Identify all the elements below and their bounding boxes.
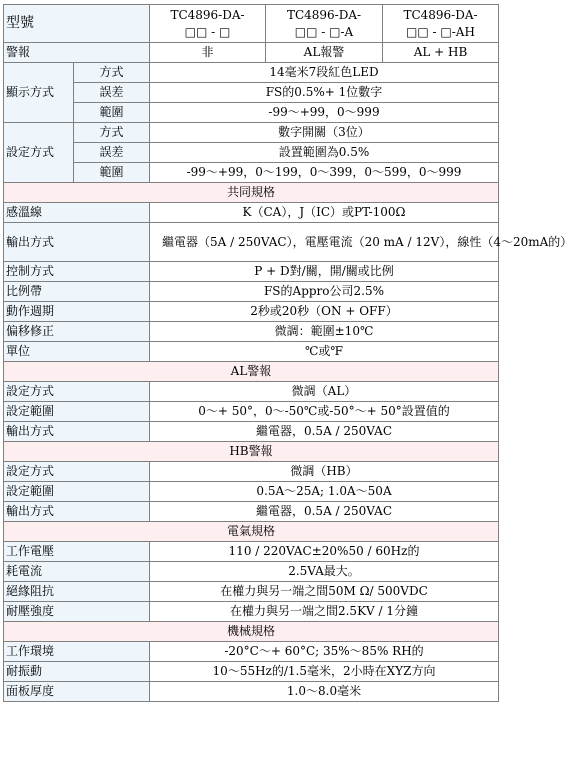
spec-row: [4, 302, 499, 322]
model-label: 型號: [4, 5, 150, 43]
spec-label: 工作環境: [4, 642, 150, 662]
spec-label: 設定範圍: [4, 482, 150, 502]
setting-row: [4, 123, 499, 143]
spec-label: 設定方式: [4, 382, 150, 402]
model-header-row: [4, 5, 499, 43]
spec-table: [3, 4, 572, 702]
spec-row: [4, 602, 499, 622]
spec-row: [4, 582, 499, 602]
spec-row: [4, 662, 499, 682]
spec-label: 感溫線: [4, 203, 150, 223]
section-header: [4, 622, 499, 642]
spec-row: [4, 682, 499, 702]
spec-value: 微調（AL）: [150, 382, 499, 402]
spec-label: 工作電壓: [4, 542, 150, 562]
alarm-label: 警報: [4, 43, 150, 63]
setting-value: -99～+99，0～199，0～399，0～599，0～999: [150, 163, 499, 183]
setting-group-label: 設定方式: [4, 123, 74, 183]
model-code: TC4896-DA-: [170, 7, 245, 22]
spec-value: 0.5A～25A; 1.0A～50A: [150, 482, 499, 502]
spec-value: FS的Appro公司2.5%: [150, 282, 499, 302]
display-sub-label: 誤差: [74, 83, 150, 103]
spec-row: [4, 642, 499, 662]
spec-value: 繼電器，0.5A / 250VAC: [150, 422, 499, 442]
model-code: TC4896-DA-: [286, 7, 362, 22]
display-group-label: 顯示方式: [4, 63, 74, 123]
spec-label: 面板厚度: [4, 682, 150, 702]
spec-label: 比例帶: [4, 282, 150, 302]
model-cell: [150, 5, 266, 43]
section-header: [4, 183, 499, 203]
spec-value: 110 / 220VAC±20%50 / 60Hz的: [150, 542, 499, 562]
display-sub-label: 方式: [74, 63, 150, 83]
display-sub-label: 範圍: [74, 103, 150, 123]
model-code: TC4896-DA-: [403, 7, 478, 22]
spec-value: K（CA），J（IC）或PT-100Ω: [150, 203, 499, 223]
spec-row: [4, 382, 499, 402]
model-suffix: □□ - □-AH: [406, 24, 475, 39]
spec-value: 2秒或20秒（ON + OFF）: [150, 302, 499, 322]
spec-label: 絕緣阻抗: [4, 582, 150, 602]
spec-row: [4, 542, 499, 562]
spec-value: 10～55Hz的/1.5毫米，2小時在XYZ方向: [150, 662, 499, 682]
spec-label: 控制方式: [4, 262, 150, 282]
spec-value: 微調：範圍±10℃: [150, 322, 499, 342]
spec-label: 耐振動: [4, 662, 150, 682]
setting-sub-label: 範圍: [74, 163, 150, 183]
spec-label: 耗電流: [4, 562, 150, 582]
model-suffix: □□ - □-A: [294, 24, 354, 39]
spec-row: [4, 282, 499, 302]
setting-row: [4, 143, 499, 163]
spec-row: [4, 462, 499, 482]
spec-label: 設定範圍: [4, 402, 150, 422]
spec-label: 輸出方式: [4, 223, 150, 262]
spec-value: P + D對/關，開/關或比例: [150, 262, 499, 282]
spec-label: 輸出方式: [4, 502, 150, 522]
section-title-electrical: 電氣規格: [4, 522, 499, 542]
spec-value: 1.0～8.0毫米: [150, 682, 499, 702]
spec-label: 耐壓強度: [4, 602, 150, 622]
spec-value: 在權力與另一端之間50M Ω/ 500VDC: [150, 582, 499, 602]
spec-label: 輸出方式: [4, 422, 150, 442]
spec-value: 在權力與另一端之間2.5KV / 1分鐘: [150, 602, 499, 622]
section-title-common: 共同規格: [4, 183, 499, 203]
section-title-hb: HB警報: [4, 442, 499, 462]
display-row: [4, 63, 499, 83]
setting-sub-label: 誤差: [74, 143, 150, 163]
spec-row: [4, 262, 499, 282]
spec-label: 設定方式: [4, 462, 150, 482]
spec-value: 繼電器，0.5A / 250VAC: [150, 502, 499, 522]
setting-sub-label: 方式: [74, 123, 150, 143]
section-header: [4, 442, 499, 462]
spec-table-container: [3, 4, 572, 702]
spec-label: 偏移修正: [4, 322, 150, 342]
model-cell: [266, 5, 383, 43]
display-row: [4, 103, 499, 123]
alarm-value: AL報警: [266, 43, 383, 63]
section-header: [4, 522, 499, 542]
section-title-mechanical: 機械規格: [4, 622, 499, 642]
spec-value: -20°C～+ 60°C; 35%～85% RH的: [150, 642, 499, 662]
spec-value: 繼電器（5A / 250VAC），電壓電流（20 mA / 12V），線性（4～20mA的）: [150, 223, 499, 262]
spec-row: [4, 402, 499, 422]
setting-value: 數字開關（3位）: [150, 123, 499, 143]
spec-row: [4, 482, 499, 502]
setting-value: 設置範圍為0.5%: [150, 143, 499, 163]
section-header: [4, 362, 499, 382]
spec-value: 0～+ 50°，0～-50℃或-50°～+ 50°設置值的: [150, 402, 499, 422]
section-title-al: AL警報: [4, 362, 499, 382]
alarm-value: 非: [150, 43, 266, 63]
display-value: -99～+99，0～999: [150, 103, 499, 123]
model-cell: [383, 5, 499, 43]
spec-row: [4, 502, 499, 522]
spec-row: [4, 562, 499, 582]
model-suffix: □□ - □: [184, 24, 231, 39]
spec-row: [4, 223, 499, 262]
spec-value: 2.5VA最大。: [150, 562, 499, 582]
display-value: FS的0.5%+ 1位數字: [150, 83, 499, 103]
spec-label: 單位: [4, 342, 150, 362]
spec-label: 動作週期: [4, 302, 150, 322]
spec-row: [4, 322, 499, 342]
spec-value: 微調（HB）: [150, 462, 499, 482]
spec-row: [4, 422, 499, 442]
alarm-row: [4, 43, 499, 63]
display-value: 14毫米7段紅色LED: [150, 63, 499, 83]
spec-value: ℃或℉: [150, 342, 499, 362]
spec-row: [4, 342, 499, 362]
display-row: [4, 83, 499, 103]
alarm-value: AL + HB: [383, 43, 499, 63]
setting-row: [4, 163, 499, 183]
spec-row: [4, 203, 499, 223]
